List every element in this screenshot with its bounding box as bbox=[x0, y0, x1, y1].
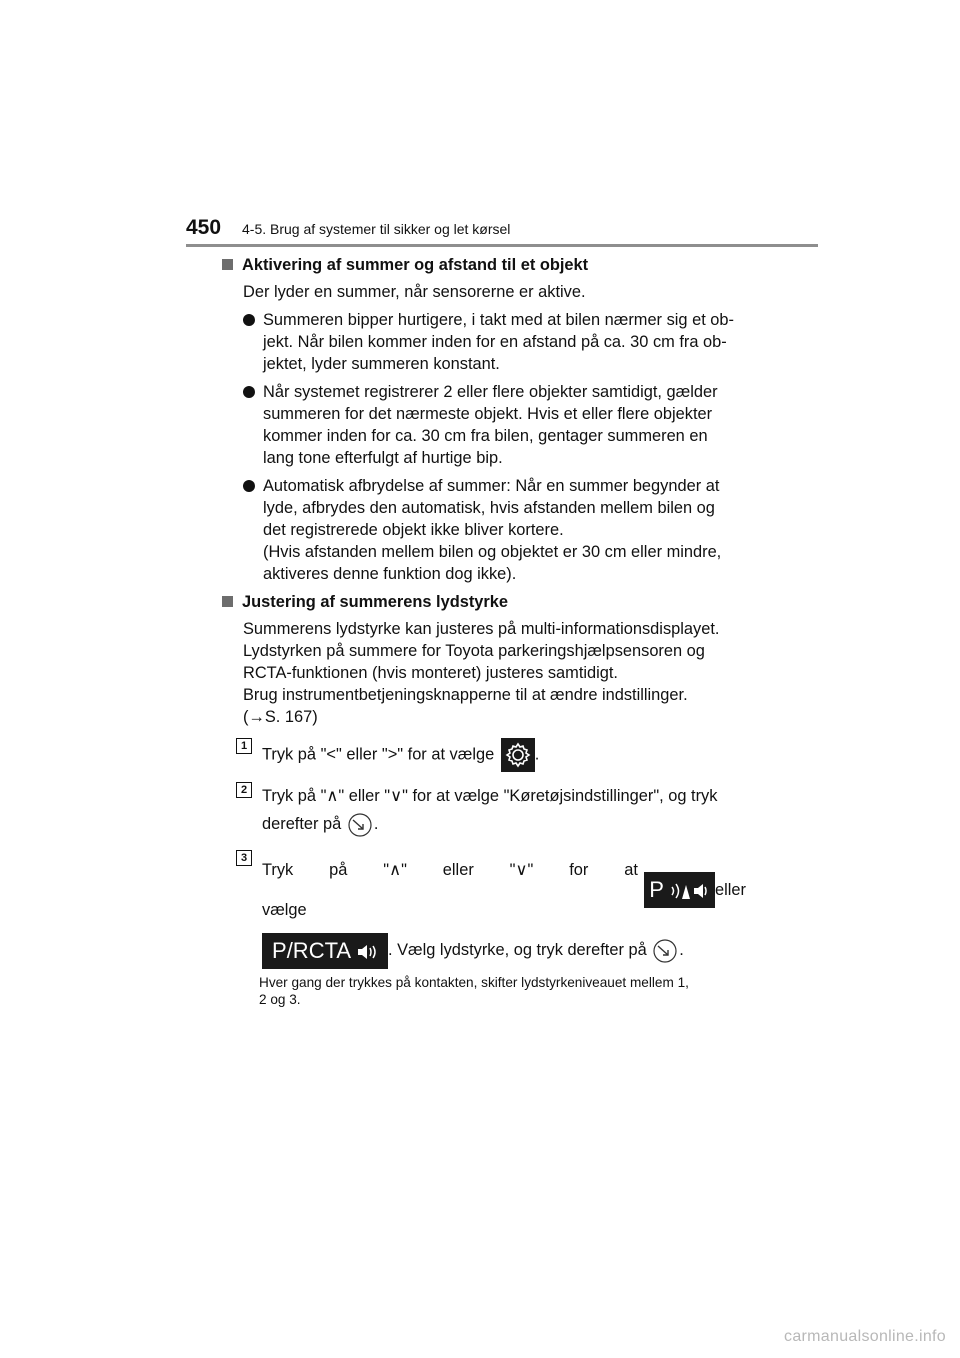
heading-text: Aktivering af summer og afstand til et objekt bbox=[242, 256, 589, 274]
text-line: Brug instrumentbetjeningsknapperne til at ændre indstillinger. bbox=[243, 686, 688, 704]
section-title: 4-5. Brug af systemer til sikker og let kørsel bbox=[242, 221, 511, 237]
step-text-part: . bbox=[534, 745, 540, 764]
step-text-part: Tryk på "∧" eller "∨" for at vælge bbox=[262, 861, 638, 919]
step-number: 3 bbox=[236, 850, 252, 866]
intro-line: Der lyder en summer, når sensorerne er aktive. bbox=[243, 283, 586, 301]
bullet-item bbox=[222, 309, 746, 375]
step-text bbox=[262, 738, 746, 772]
note-line: Hver gang der trykkes på kontakten, skifter lydstyrkeniveauet mellem 1, bbox=[259, 975, 689, 990]
section-heading-volume bbox=[222, 591, 746, 613]
text-line: (Hvis afstanden mellem bilen og objektet er 30 cm eller mindre, bbox=[263, 543, 722, 561]
bullet-text bbox=[263, 381, 746, 469]
note-line: 2 og 3. bbox=[259, 992, 301, 1007]
bullet-dot-icon bbox=[243, 314, 255, 326]
bullet-dot-icon bbox=[243, 480, 255, 492]
square-bullet-icon bbox=[222, 596, 233, 607]
bullet-item bbox=[222, 381, 746, 469]
icon-label: P/RCTA bbox=[272, 937, 350, 963]
parking-rcta-volume-icon bbox=[262, 933, 388, 969]
header-rule bbox=[186, 244, 818, 247]
icon-label: P bbox=[649, 877, 664, 902]
text-line: jekt. Når bilen kommer inden for en afstand på ca. 30 cm fra ob- bbox=[263, 333, 727, 351]
step-text bbox=[262, 782, 746, 838]
text-line: aktiveres denne funktion dog ikke). bbox=[263, 565, 517, 583]
heading-text: Justering af summerens lydstyrke bbox=[242, 593, 509, 611]
step-text-part: eller bbox=[715, 881, 746, 899]
settings-gear-icon bbox=[501, 738, 535, 772]
step-number: 1 bbox=[236, 738, 252, 754]
text-line: Summerens lydstyrke kan justeres på multi-informationsdisplayet. bbox=[243, 620, 720, 638]
step-1 bbox=[236, 738, 746, 772]
intro-paragraph bbox=[222, 281, 746, 303]
page-number: 450 bbox=[186, 216, 222, 239]
step-text-part: derefter på bbox=[262, 815, 346, 833]
step-text-part: . bbox=[679, 941, 684, 959]
text-line: Automatisk afbrydelse af summer: Når en summer begynder at bbox=[263, 477, 720, 495]
step-note bbox=[222, 974, 746, 1008]
text-line: kommer inden for ca. 30 cm fra bilen, gentager summeren en bbox=[263, 427, 708, 445]
step-number: 2 bbox=[236, 782, 252, 798]
text-line: Når systemet registrerer 2 eller flere objekter samtidigt, gælder bbox=[263, 383, 718, 401]
ok-enter-icon bbox=[652, 938, 678, 964]
text-line: det registrerede objekt ikke bliver kortere. bbox=[263, 521, 564, 539]
text-line: lyde, afbrydes den automatisk, hvis afstanden mellem bilen og bbox=[263, 499, 715, 517]
text-line: lang tone efterfulgt af hurtige bip. bbox=[263, 449, 503, 467]
text-line: Lydstyrken på summere for Toyota parkeringshjælpsensoren og bbox=[243, 642, 705, 660]
text-line: summeren for det nærmeste objekt. Hvis et eller flere objekter bbox=[263, 405, 713, 423]
text-line: Summeren bipper hurtigere, i takt med at bilen nærmer sig et ob- bbox=[263, 311, 734, 329]
step-text-part: . Vælg lydstyrke, og tryk derefter på bbox=[388, 941, 652, 959]
ok-enter-icon bbox=[347, 812, 373, 838]
footer-watermark: carmanualsonline.info bbox=[784, 1328, 946, 1345]
step-text-part: Tryk på "∧" eller "∨" for at vælge "Køretøjsindstillinger", og tryk bbox=[262, 787, 718, 805]
step-3 bbox=[236, 850, 746, 970]
parking-sensor-volume-icon bbox=[644, 872, 715, 908]
step-text bbox=[262, 850, 746, 970]
step-2 bbox=[236, 782, 746, 838]
step-text-part: Tryk på "<" eller ">" for at vælge bbox=[262, 745, 499, 764]
volume-paragraph bbox=[222, 618, 746, 728]
bullet-item bbox=[222, 475, 746, 585]
text-line: (→S. 167) bbox=[243, 708, 318, 726]
square-bullet-icon bbox=[222, 259, 233, 270]
bullet-dot-icon bbox=[243, 386, 255, 398]
page-content bbox=[222, 254, 746, 1008]
text-line: jektet, lyder summeren konstant. bbox=[263, 355, 500, 373]
text-line: RCTA-funktionen (hvis monteret) justeres samtidigt. bbox=[243, 664, 618, 682]
bullet-text bbox=[263, 475, 746, 585]
section-heading-buzzer bbox=[222, 254, 746, 276]
step-text-part: . bbox=[373, 815, 379, 833]
bullet-text bbox=[263, 309, 746, 375]
